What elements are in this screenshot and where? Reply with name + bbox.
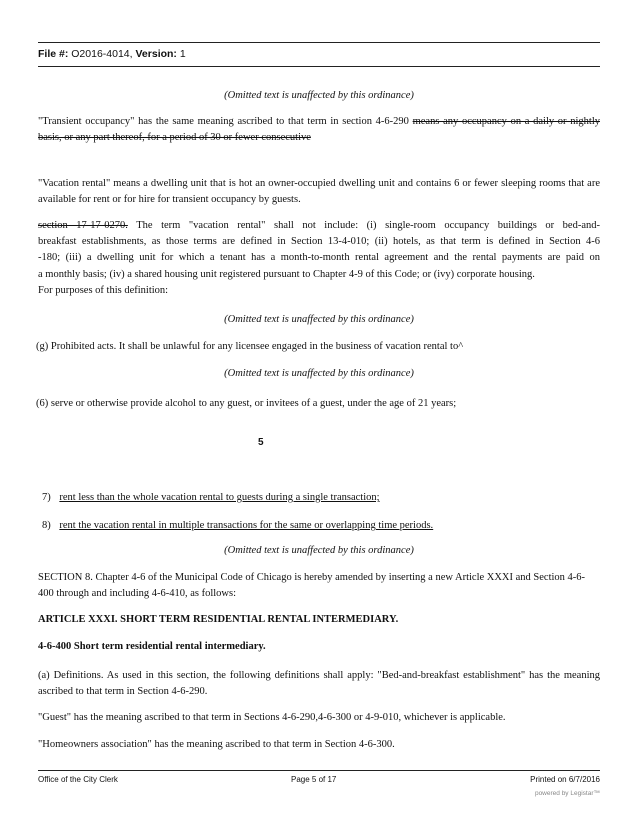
guest-definition: "Guest" has the meaning ascribed to that term in Sections 4-6-290,4-6-300 or 4-9-010, whichever is applicable. (38, 712, 506, 723)
item-6: (6) serve or otherwise provide alcohol to any guest, or invitees of a guest, under the age of 21 years; (36, 398, 457, 409)
section-8-paragraph: SECTION 8. Chapter 4-6 of the Municipal Code of Chicago is hereby amended by inserting a new Article XXXI and Section 4-6-400 through and including 4-6-410, as follows: (38, 572, 586, 600)
transient-struck-text: means any occupancy on a daily or nightly basis, or any part thereof, for a period of 30 or fewer consecutive (38, 116, 600, 144)
item-8-number: 8) (42, 520, 51, 531)
prohibited-acts: (g) Prohibited acts. It shall be unlawful for any licensee engaged in the business of vacation rental to^ (36, 341, 464, 352)
exclusions-line-4: a monthly basis; (iv) a shared housing unit registered pursuant to Chapter 4-9 of this Code; or (ivy) corporate housing. (38, 268, 535, 280)
file-number: O2016-4014, (71, 48, 133, 60)
header-rule (38, 66, 600, 67)
exclusions-line-2: breakfast establishments, as those terms are defined in Section 13-4-010; (ii) hotels, as that term is defined in Section 4-6 (38, 236, 600, 248)
file-header (38, 48, 186, 60)
item-7 (42, 492, 380, 503)
omitted-note-3: (Omitted text is unaffected by this ordinance) (224, 368, 414, 379)
version-label: Version: (135, 48, 177, 60)
item-7-number: 7) (42, 492, 51, 503)
item-8-text: rent the vacation rental in multiple transactions for the same or overlapping time periods. (59, 520, 434, 531)
vacation-rental-definition: "Vacation rental" means a dwelling unit that is hot an owner-occupied dwelling unit and contains 6 or fewer sleeping rooms that are available for rent or for hire for transient occupancy by guests. (38, 178, 600, 206)
page-mark: 5 (258, 437, 264, 448)
article-heading: ARTICLE XXXI. SHORT TERM RESIDENTIAL RENTAL INTERMEDIARY. (38, 614, 399, 625)
transient-occupancy-paragraph (38, 114, 600, 146)
footer-page-number: Page 5 of 17 (291, 775, 337, 784)
transient-main-text: "Transient occupancy" has the same meaning ascribed to that term in section 4-6-290 (38, 116, 413, 127)
footer-printed-date: Printed on 6/7/2016 (530, 775, 600, 784)
exclusions-line-5: For purposes of this definition: (38, 284, 169, 296)
version-number: 1 (179, 48, 186, 60)
exclusions-line-3: -180; (iii) a dwelling unit for which a tenant has a month-to-month rental agreement and the rental payments are paid on (38, 252, 600, 264)
footer-rule (38, 770, 600, 771)
omitted-note-1: (Omitted text is unaffected by this ordinance) (224, 90, 414, 101)
homeowners-association-definition: "Homeowners association" has the meaning ascribed to that term in Section 4-6-300. (38, 739, 395, 750)
footer-powered-by: powered by Legistar™ (534, 790, 600, 797)
omitted-note-4: (Omitted text is unaffected by this ordinance) (224, 545, 414, 556)
item-7-text: rent less than the whole vacation rental to guests during a single transaction; (59, 492, 380, 503)
exclusions-struck-ref: section 17-17-0270. (38, 220, 128, 231)
footer-office: Office of the City Clerk (38, 775, 118, 784)
definitions-paragraph: (a) Definitions. As used in this section, the following definitions shall apply: "Bed-and-breakfast establishment" has the meaning ascribed to that term in Section 4-6-290. (38, 670, 600, 698)
vacation-rental-exclusions (38, 218, 600, 299)
item-8 (42, 520, 433, 531)
file-label: File #: (38, 48, 69, 60)
omitted-note-2: (Omitted text is unaffected by this ordinance) (224, 314, 414, 325)
section-heading: 4-6-400 Short term residential rental intermediary. (38, 641, 266, 652)
exclusions-line-1: The term "vacation rental" shall not include: (i) single-room occupancy buildings or bed-and- (127, 220, 600, 231)
top-rule (38, 42, 600, 43)
